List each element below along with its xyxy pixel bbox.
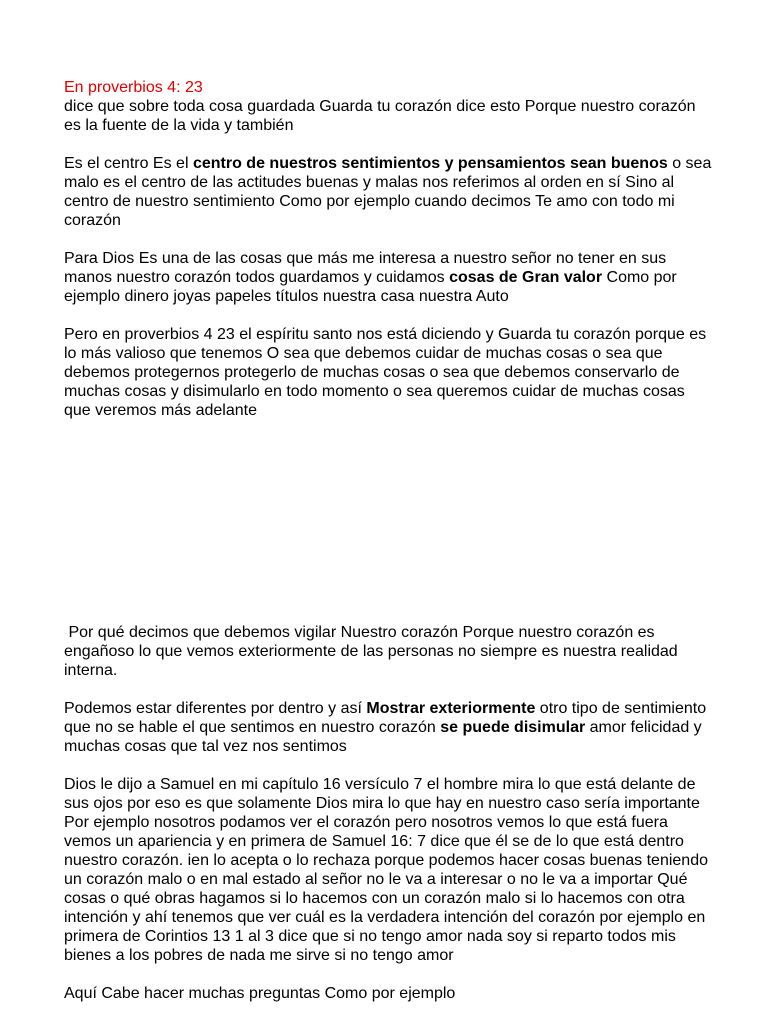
blank-space	[64, 439, 714, 623]
paragraph-intro	[64, 78, 714, 135]
paragraph-2	[64, 154, 714, 230]
paragraph-6	[64, 699, 714, 756]
paragraph-2-text-a: Es el centro Es el	[64, 155, 193, 172]
paragraph-8: Aquí Cabe hacer muchas preguntas Como por ejemplo	[64, 985, 456, 1002]
paragraph-3	[64, 249, 714, 306]
paragraph-6-text-a: Podemos estar diferentes por dentro y así	[64, 700, 367, 717]
paragraph-1-text: dice que sobre toda cosa guardada Guarda tu corazón dice esto Porque nuestro corazón es la fuente de la vida y también	[64, 98, 696, 134]
paragraph-5-text: Por qué decimos que debemos vigilar Nuestro corazón Porque nuestro corazón es engañoso lo que vemos exteriormente de las personas no siempre es nuestra realidad interna.	[64, 624, 683, 679]
paragraph-5	[64, 623, 714, 680]
paragraph-6-text-c: otro tipo de sentimiento que no se hable el que sentimos en nuestro corazón	[64, 700, 707, 736]
paragraph-2-bold: centro de nuestros sentimientos y pensamientos sean buenos	[192, 155, 668, 172]
paragraph-3-text-a: Para Dios Es una de las cosas que más me interesa a nuestro señor no tener en sus manos nuestro corazón todos guardamos y cuidamos	[64, 250, 667, 286]
paragraph-6-bold-1: Mostrar exteriormente	[366, 700, 536, 717]
paragraph-3-text-c: Como por ejemplo dinero joyas papeles títulos nuestra casa nuestra Auto	[64, 269, 677, 305]
paragraph-3-bold: cosas de Gran valor	[449, 269, 603, 286]
paragraph-6-text-e: amor felicidad y muchas cosas que tal vez nos sentimos	[64, 719, 702, 755]
paragraph-7: Dios le dijo a Samuel en mi capítulo 16 versículo 7 el hombre mira lo que está delante de sus ojos por eso es que solamente Dios mira lo que hay en nuestro caso sería importante Por ejemplo nosotros podamos ver el corazón pero nosotros vemos lo que está fuera vemos un apariencia y en primera de Samuel 16: 7 dice que él se de lo que está dentro nuestro corazón. ien lo acepta o lo rechaza porque podemos hacer cosas buenas teniendo un corazón malo o en mal estado al señor no le va a interesar o no le va a importar Qué cosas o qué obras hagamos si lo hacemos con un corazón malo si lo hacemos con otra intención y ahí tenemos que ver cuál es la verdadera intención del corazón por ejemplo en primera de Corintios 13 1 al 3 dice que si no tengo amor nada soy si reparto todos mis bienes a los pobres de nada me sirve si no tengo amor	[64, 776, 708, 964]
document-page	[64, 78, 714, 1022]
paragraph-4: Pero en proverbios 4 23 el espíritu santo nos está diciendo y Guarda tu corazón porque es lo más valioso que tenemos O sea que debemos cuidar de muchas cosas o sea que debemos protegernos protegerlo de muchas cosas o sea que debemos conservarlo de muchas cosas y disimularlo en todo momento o sea queremos cuidar de muchas cosas que veremos más adelante	[64, 326, 707, 419]
heading-reference: En proverbios 4: 23	[64, 79, 203, 96]
paragraph-2-text-c: o sea malo es el centro de las actitudes buenas y malas nos referimos al orden en sí Sino al centro de nuestro sentimiento Como por ejemplo cuando decimos Te amo con todo mi corazón	[64, 155, 712, 229]
paragraph-6-bold-2: se puede disimular	[440, 719, 586, 736]
